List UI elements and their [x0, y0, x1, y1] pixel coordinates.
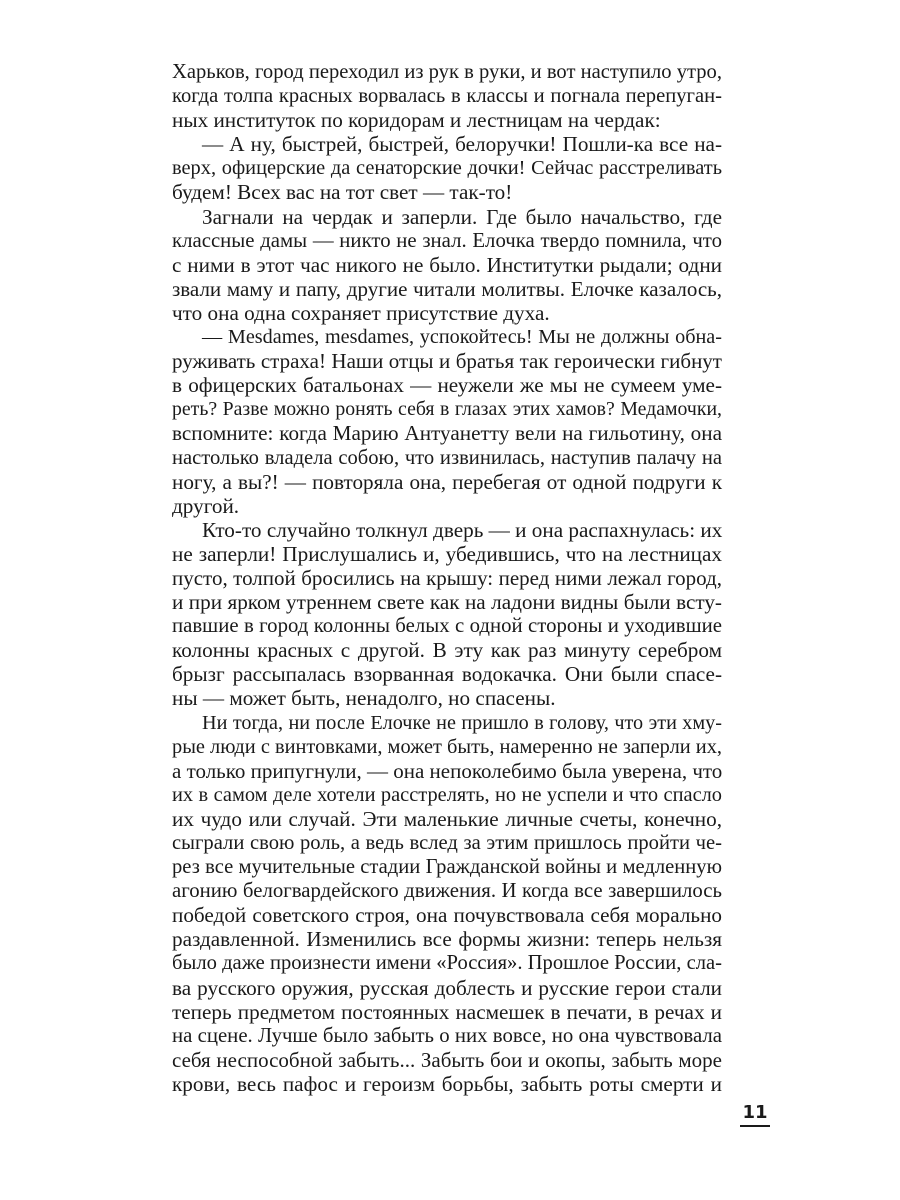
text-line: — А ну, быстрей, быстрей, белоручки! Пошли-ка все на-: [202, 132, 722, 157]
text-line: в офицерских батальонах — неужели же мы не сумеем уме-: [172, 373, 722, 398]
text-line: настолько владела собою, что извинилась, наступив палачу на: [172, 446, 722, 469]
text-line: рез все мучительные стадии Гражданской войны и медленную: [172, 856, 722, 879]
text-line: а только припугнули, — она непоколебимо была уверена, что: [172, 758, 723, 783]
text-line: классные дамы — никто не знал. Елочка твердо помнила, что: [172, 228, 722, 252]
text-line: когда толпа красных ворвалась в классы и погнала перепуган-: [172, 85, 722, 108]
text-line: победой советского строя, она почувствовала себя морально: [172, 903, 722, 928]
text-line: было даже произнести имени «Россия». Прошлое России, сла-: [172, 952, 722, 975]
text-line: реть? Разве можно ронять себя в глазах этих хамов? Медамочки,: [172, 398, 722, 421]
text-line: павшие в город колонны белых с одной стороны и уходившие: [172, 614, 722, 638]
text-line: Харьков, город переходил из рук в руки, и вот наступило утро,: [172, 61, 722, 83]
text-line: ны — может быть, ненадолго, но спасены.: [172, 686, 556, 711]
text-line: что она одна сохраняет присутствие духа.: [172, 300, 550, 325]
page-number: 11: [742, 1102, 768, 1123]
text-line: другой.: [172, 493, 240, 518]
text-line: на сцене. Лучше было забыть о них вовсе, но она чувствовала: [172, 1023, 722, 1047]
text-line: себя неспособной забыть... Забыть бои и окопы, забыть море: [172, 1047, 722, 1072]
page-number-rule: [740, 1125, 770, 1127]
text-line: Ни тогда, ни после Елочке не пришло в голову, что эти хму-: [202, 711, 722, 734]
text-line: крови, весь пафос и героизм борьбы, забыть роты смерти и: [172, 1071, 722, 1096]
text-line: ных институток по коридорам и лестницам на чердак:: [172, 108, 661, 133]
text-line: рые люди с винтовками, может быть, намеренно не заперли их,: [172, 735, 722, 758]
text-line: звали маму и папу, другие читали молитвы. Елочке казалось,: [172, 276, 722, 301]
body-text: [172, 60, 722, 1096]
text-line: теперь предметом постоянных насмешек в печати, в речах и: [172, 999, 722, 1024]
text-line: и при ярком утреннем свете как на ладони видны были всту-: [172, 590, 722, 615]
text-line: ногу, а вы?! — повторяла она, перебегая от одной подруги к: [172, 469, 722, 494]
text-line: колонны красных с другой. В эту как раз минуту серебром: [172, 638, 722, 663]
text-line: сыграли свою роль, а ведь вслед за этим пришлось пройти че-: [172, 832, 722, 854]
text-line: будем! Всех вас на тот свет — так-то!: [172, 180, 513, 205]
text-line: их в самом деле хотели расстрелять, но не успели и что спасло: [172, 783, 722, 806]
text-line: пусто, толпой бросились на крышу: перед ними лежал город,: [172, 565, 722, 590]
page-number-box: [740, 1102, 770, 1127]
text-line: с ними в этот час никого не было. Институтки рыдали; одни: [172, 252, 722, 277]
text-line: верх, офицерские да сенаторские дочки! Сейчас расстреливать: [172, 157, 722, 180]
text-line: — Mesdames, mesdames, успокойтесь! Мы не должны обна-: [202, 326, 722, 349]
text-line: Загнали на чердак и заперли. Где было начальство, где: [202, 204, 722, 229]
text-line: агонию белогвардейского движения. И когда все завершилось: [172, 879, 722, 903]
text-line: вспомните: когда Марию Антуанетту вели на гильотину, она: [172, 421, 722, 446]
text-line: не заперли! Прислушались и, убедившись, что на лестницах: [172, 541, 722, 566]
text-line: руживать страха! Наши отцы и братья так героически гибнут: [172, 349, 722, 374]
text-line: брызг рассыпалась взорванная водокачка. Они были спасе-: [172, 662, 722, 687]
text-line: Кто-то случайно толкнул дверь — и она распахнулась: их: [202, 517, 723, 542]
text-line: их чудо или случай. Эти маленькие личные счеты, конечно,: [172, 806, 722, 831]
text-line: раздавленной. Изменились все формы жизни: теперь нельзя: [172, 927, 722, 952]
text-line: ва русского оружия, русская доблесть и русские герои стали: [172, 975, 722, 1000]
